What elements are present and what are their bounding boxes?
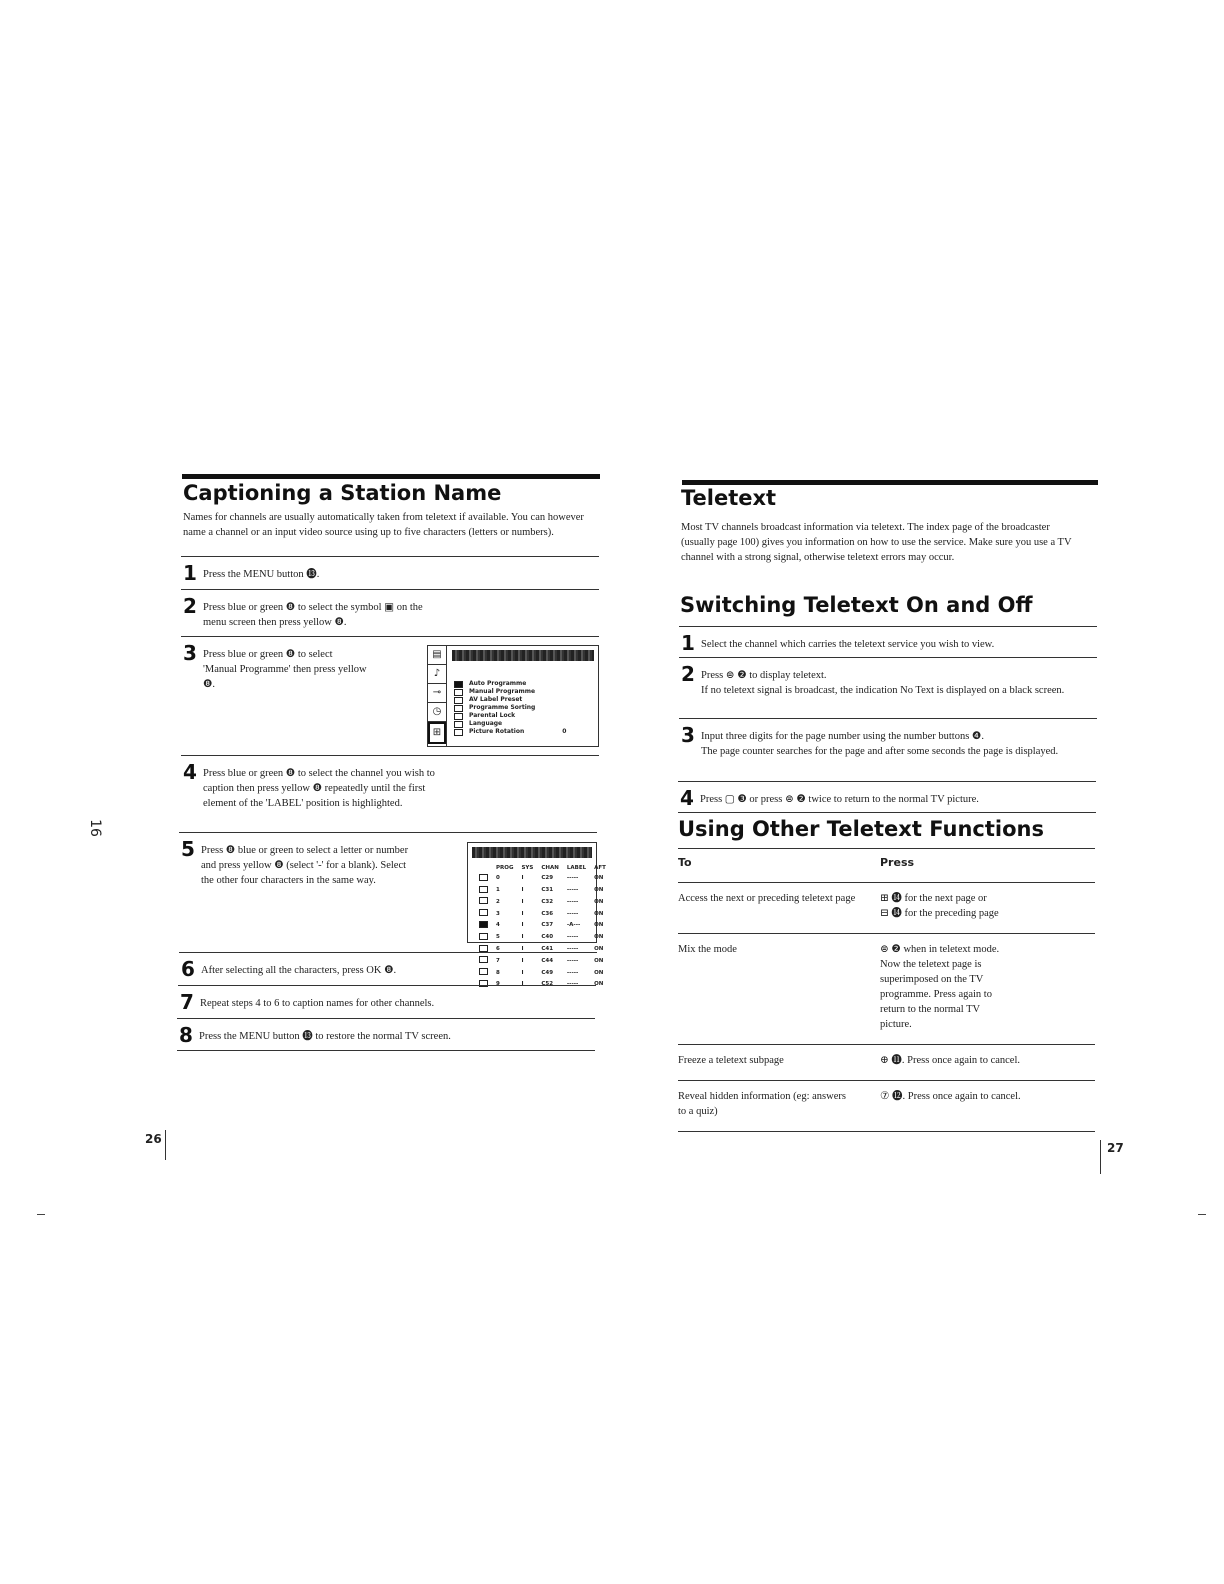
table-cell: -----: [566, 898, 579, 905]
table-cell: I: [521, 887, 524, 894]
table-cell-press: ⊞ ⓮ for the next page or ⊟ ⓮ for the preceding page: [880, 883, 1095, 934]
table-cell: 4: [496, 922, 500, 929]
column-header: SYS: [521, 865, 534, 871]
table-row: [476, 897, 609, 907]
step-number: 3: [183, 641, 197, 665]
programme-screen: [467, 842, 606, 988]
table-cell: C41: [541, 946, 554, 953]
step-number: 1: [183, 561, 197, 585]
intro-text: Most TV channels broadcast information via teletext. The index page of the broadcaster (usually page 100) gives you information on how to use the service. Make sure you use a TV channel with a strong signal, otherwise teletext errors may occur.: [681, 522, 1072, 563]
step-6: [179, 952, 597, 985]
table-cell: C36: [541, 910, 554, 917]
table-cell: -----: [566, 946, 579, 953]
step-1: [181, 556, 599, 589]
menu-item: Language: [454, 720, 566, 728]
table-cell: 2: [496, 898, 500, 905]
table-cell: C31: [541, 887, 554, 894]
table-cell-press: ⊜ ❷ when in teletext mode. Now the teletext page is superimposed on the TV programme. Press again to return to the normal TV picture.: [880, 934, 1095, 1045]
table-cell: ON: [594, 969, 604, 976]
page-title: Captioning a Station Name: [183, 481, 502, 505]
table-cell-press: ⑦ ⓬. Press once again to cancel.: [880, 1081, 1095, 1132]
step-7: [178, 985, 596, 1018]
column-header-to: To: [678, 849, 880, 883]
table-cell: ON: [594, 910, 604, 917]
menu-item: Manual Programme: [454, 688, 566, 696]
table-cell: C49: [541, 969, 554, 976]
step-text: Press the MENU button ⓭ to restore the normal TV screen.: [199, 1031, 451, 1042]
table-cell: ON: [594, 981, 604, 988]
menu-item: Programme Sorting: [454, 704, 566, 712]
table-cell: 7: [496, 957, 500, 964]
table-cell: -----: [566, 875, 579, 882]
table-cell: 5: [496, 934, 500, 941]
bottom-rule: [678, 812, 1096, 813]
timer-icon: ◷: [428, 703, 446, 722]
table-cell: C32: [541, 898, 554, 905]
menu-item: Picture Rotation 0: [454, 728, 566, 736]
column-header: LABEL: [566, 865, 587, 871]
table-cell: ON: [594, 898, 604, 905]
step-text: Select the channel which carries the teletext service you wish to view.: [701, 639, 995, 650]
table-row: [678, 1081, 1095, 1132]
table-cell: -----: [566, 887, 579, 894]
table-cell: ON: [594, 946, 604, 953]
step-number: 1: [681, 631, 695, 655]
step-3: [679, 718, 1097, 781]
page-number: 27: [1107, 1141, 1124, 1155]
table-cell: ON: [594, 887, 604, 894]
step-text: Press blue or green ❽ to select the symbol ▣ on the menu screen then press yellow ❽.: [203, 602, 423, 628]
table-row: [476, 886, 609, 896]
table-cell: ON: [594, 934, 604, 941]
step-text: Input three digits for the page number using the number buttons ❹. The page counter searches for the page and after some seconds the page is displayed.: [701, 731, 1059, 757]
intro-text: Names for channels are usually automatically taken from teletext if available. You can however name a channel or an input video source using up to five characters (letters or numbers).: [183, 512, 584, 538]
table-cell-to: Access the next or preceding teletext page: [678, 883, 880, 934]
table-cell: I: [521, 910, 524, 917]
table-cell: I: [521, 981, 524, 988]
table-cell-to: Reveal hidden information (eg: answers to a quiz): [678, 1081, 880, 1132]
table-cell: I: [521, 934, 524, 941]
column-header: CHAN: [541, 865, 559, 871]
crop-mark: [1198, 1214, 1206, 1215]
table-row: [678, 883, 1095, 934]
section-title-switching: Switching Teletext On and Off: [680, 593, 1033, 617]
menu-item: Auto Programme: [454, 680, 566, 688]
table-cell: ON: [594, 875, 604, 882]
table-cell: -----: [566, 934, 579, 941]
step-number: 8: [179, 1023, 193, 1047]
table-cell: 9: [496, 981, 500, 988]
section-top-bar: [682, 480, 1098, 485]
page-number: 26: [145, 1132, 162, 1146]
table-cell-to: Mix the mode: [678, 934, 880, 1045]
table-cell: I: [521, 957, 524, 964]
table-cell: -----: [566, 957, 579, 964]
step-2: [679, 657, 1097, 718]
table-row: [476, 874, 609, 884]
table-cell: -----: [566, 981, 579, 988]
table-cell: I: [521, 875, 524, 882]
step-number: 2: [681, 662, 695, 686]
page-number-divider: [165, 1130, 166, 1160]
table-row: [476, 933, 609, 943]
table-cell-to: Freeze a teletext subpage: [678, 1045, 880, 1081]
table-cell: 8: [496, 969, 500, 976]
step-number: 5: [181, 837, 195, 861]
sound-icon: ♪: [428, 665, 446, 684]
bottom-rule: [177, 1050, 595, 1051]
step-text: Press the MENU button ⓭.: [203, 569, 320, 580]
step-1: [679, 626, 1097, 657]
table-cell: C52: [541, 981, 554, 988]
step-text: Press ▢ ❸ or press ⊜ ❷ twice to return to the normal TV picture.: [700, 794, 979, 805]
feature-icon: ⊸: [428, 684, 446, 703]
step-4: [181, 755, 599, 832]
section-title-other-functions: Using Other Teletext Functions: [678, 817, 1044, 841]
table-row: [476, 921, 609, 931]
step-number: 4: [680, 786, 694, 810]
menu-header-bar: [452, 650, 594, 661]
table-cell: 3: [496, 910, 500, 917]
step-number: 7: [180, 990, 194, 1014]
menu-screen: [427, 645, 599, 747]
picture-icon: ▤: [428, 646, 446, 665]
table-cell: -A---: [566, 922, 581, 929]
menu-item: AV Label Preset: [454, 696, 566, 704]
table-cell: I: [521, 922, 524, 929]
step-number: 6: [181, 957, 195, 981]
table-cell: -----: [566, 969, 579, 976]
table-cell: 1: [496, 887, 500, 894]
setup-icon: ⊞: [428, 722, 446, 744]
step-text: After selecting all the characters, press OK ❽.: [201, 965, 397, 976]
menu-icon-column: [428, 646, 447, 746]
section-top-bar: [182, 474, 600, 479]
column-header: AFT: [594, 865, 606, 871]
table-cell: C44: [541, 957, 554, 964]
column-header: PROG: [496, 865, 514, 871]
table-cell: 6: [496, 946, 500, 953]
table-cell: C37: [541, 922, 554, 929]
table-row: [678, 934, 1095, 1045]
table-cell: -----: [566, 910, 579, 917]
side-number: 16: [86, 819, 103, 837]
table-row: [476, 909, 609, 919]
step-8: [177, 1018, 595, 1051]
table-cell: 0: [496, 875, 500, 882]
programme-header-bar: [472, 847, 592, 858]
table-cell-press: ⊕ ⓫. Press once again to cancel.: [880, 1045, 1095, 1081]
table-cell: ON: [594, 957, 604, 964]
table-cell: C29: [541, 875, 554, 882]
page-number-divider: [1100, 1140, 1101, 1174]
crop-mark: [37, 1214, 45, 1215]
menu-item: Parental Lock: [454, 712, 566, 720]
column-header-press: Press: [880, 849, 1095, 883]
step-2: [181, 589, 599, 636]
menu-list: [454, 680, 566, 736]
step-number: 4: [183, 760, 197, 784]
step-text: Press blue or green ❽ to select 'Manual Programme' then press yellow ❽.: [203, 649, 367, 690]
table-row: [678, 1045, 1095, 1081]
right-page: [612, 0, 1224, 1584]
table-cell: C40: [541, 934, 554, 941]
step-text: Repeat steps 4 to 6 to caption names for other channels.: [200, 998, 435, 1009]
table-cell: ON: [594, 922, 604, 929]
step-text: Press ❽ blue or green to select a letter or number and press yellow ❽ (select '-' for a blank). Select the other four characters in the same way.: [201, 845, 409, 886]
step-number: 2: [183, 594, 197, 618]
table-cell: I: [521, 946, 524, 953]
page-title: Teletext: [681, 486, 777, 510]
step-text: Press ⊜ ❷ to display teletext. If no teletext signal is broadcast, the indication No Text is displayed on a black screen.: [701, 670, 1065, 696]
table-cell: I: [521, 898, 524, 905]
functions-table: [678, 848, 1095, 1132]
step-text: Press blue or green ❽ to select the channel you wish to caption then press yellow ❽ repeatedly until the first element of the 'LABEL' position is highlighted.: [203, 768, 435, 809]
step-number: 3: [681, 723, 695, 747]
step-4: [678, 781, 1096, 812]
table-cell: I: [521, 969, 524, 976]
